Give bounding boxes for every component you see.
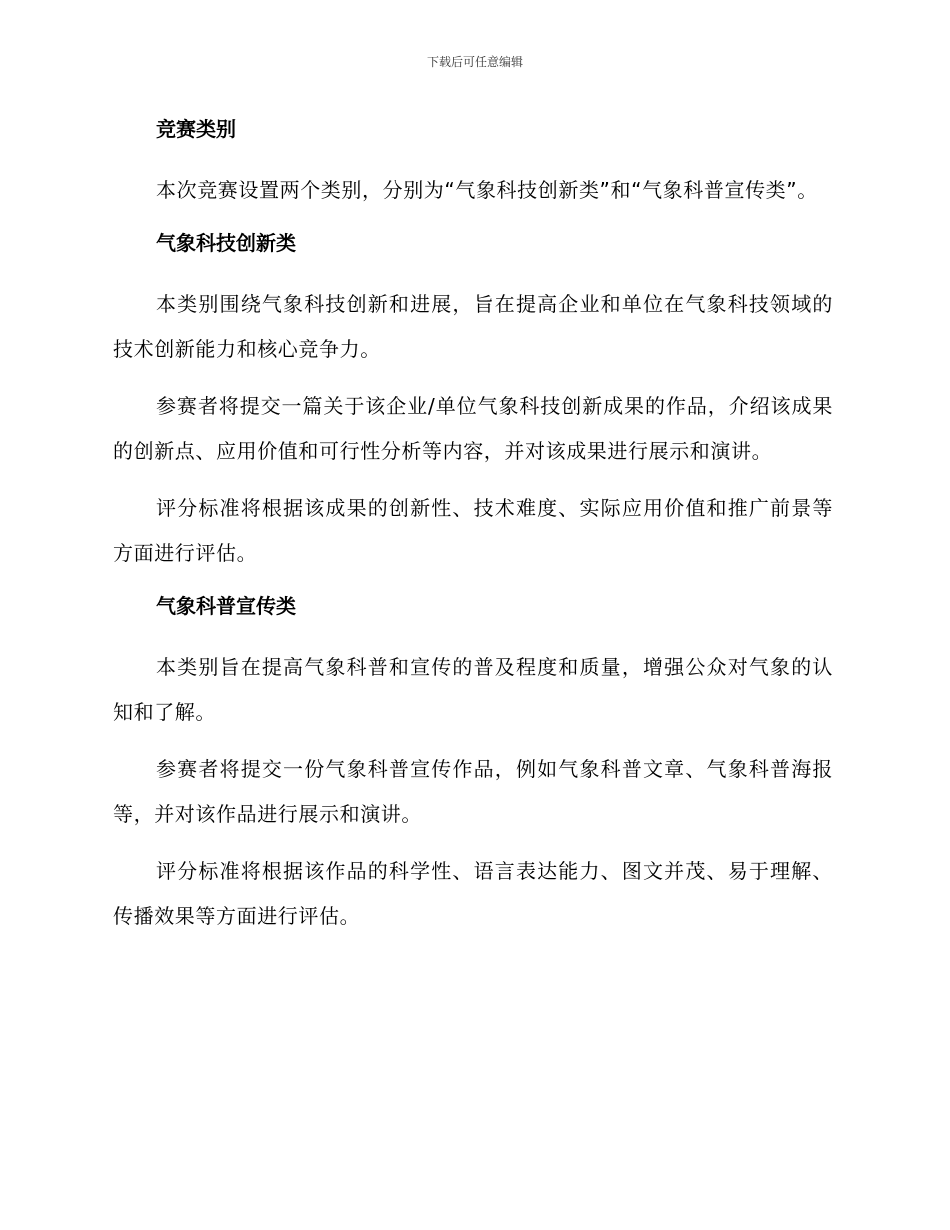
paragraph-tech-innovation-scoring: 评分标准将根据该成果的创新性、技术难度、实际应用价值和推广前景等方面进行评估。 — [113, 496, 833, 565]
paragraph-tech-innovation-submission: 参赛者将提交一篇关于该企业/单位气象科技创新成果的作品，介绍该成果的创新点、应用价值和可行性分析等内容，并对该成果进行展示和演讲。 — [113, 394, 833, 463]
section-heading-competition-categories: 竞赛类别 — [156, 117, 236, 141]
section-heading-tech-innovation: 气象科技创新类 — [156, 231, 296, 255]
paragraph-science-popularization-scoring: 评分标准将根据该作品的科学性、语言表达能力、图文并茂、易于理解、传播效果等方面进行评估。 — [113, 859, 833, 928]
document-body — [113, 111, 833, 951]
paragraph-categories-intro: 本次竞赛设置两个类别，分别为“气象科技创新类”和“气象科普宣传类”。 — [156, 178, 818, 202]
paragraph-science-popularization-goal: 本类别旨在提高气象科普和宣传的普及程度和质量，增强公众对气象的认知和了解。 — [113, 655, 833, 724]
paragraph-science-popularization-submission: 参赛者将提交一份气象科普宣传作品，例如气象科普文章、气象科普海报等，并对该作品进行展示和演讲。 — [113, 757, 833, 826]
section-heading-science-popularization: 气象科普宣传类 — [156, 594, 296, 618]
page-header-note: 下载后可任意编辑 — [426, 55, 523, 69]
paragraph-tech-innovation-goal: 本类别围绕气象科技创新和进展，旨在提高企业和单位在气象科技领域的技术创新能力和核心竞争力。 — [113, 292, 833, 361]
